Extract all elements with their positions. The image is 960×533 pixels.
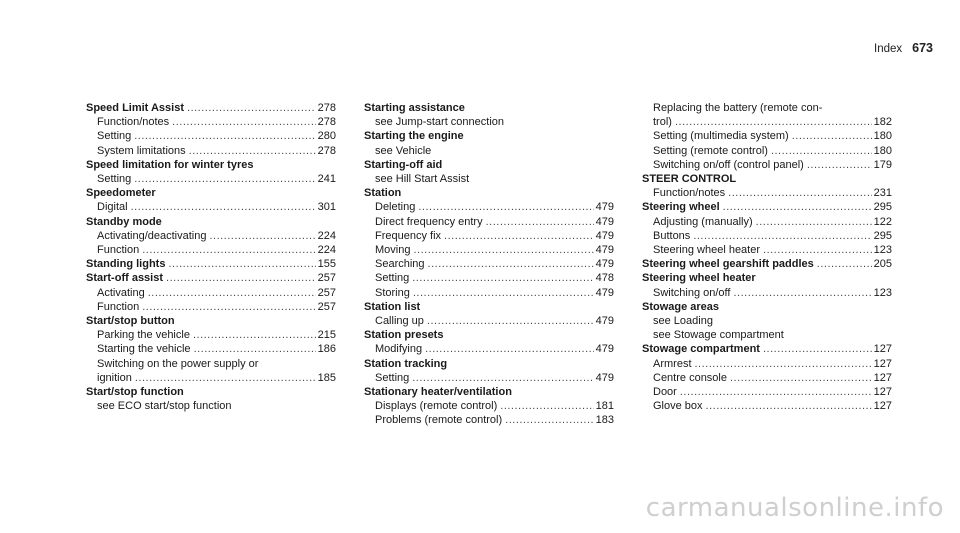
dot-leader [680, 385, 872, 399]
page-ref: 257 [317, 300, 336, 313]
index-heading-text: Start/stop button [86, 315, 175, 328]
index-heading [86, 158, 336, 172]
page-ref: 479 [595, 315, 614, 328]
page-ref: 479 [595, 244, 614, 257]
index-subentry-text: Starting the vehicle [97, 343, 191, 356]
dot-leader [807, 158, 872, 172]
dot-leader [500, 399, 593, 413]
index-heading-text: Steering wheel heater [642, 272, 756, 285]
page-ref: 127 [873, 357, 892, 370]
index-subentry-text: ignition [97, 371, 132, 384]
index-subentry [642, 101, 892, 115]
index-heading [642, 172, 892, 186]
page-ref: 183 [595, 414, 614, 427]
index-entry [364, 357, 614, 385]
index-heading [86, 257, 336, 271]
index-subentry-text: Setting (multimedia system) [653, 130, 789, 143]
dot-leader [189, 144, 316, 158]
index-subentry-text: see Jump-start connection [375, 116, 505, 129]
index-heading-text: Speedometer [86, 187, 156, 200]
index-heading [364, 186, 614, 200]
dot-leader [412, 371, 593, 385]
index-subentry [86, 229, 336, 243]
index-entry [86, 101, 336, 158]
index-subentry [86, 300, 336, 314]
index-column-1 [86, 101, 336, 413]
index-heading-text: Steering wheel [642, 201, 720, 214]
index-subentry [642, 385, 892, 399]
index-subentry [642, 129, 892, 143]
index-heading [642, 342, 892, 356]
index-column-3 [642, 101, 892, 413]
page-ref: 478 [595, 272, 614, 285]
index-subentry [364, 314, 614, 328]
index-subentry [364, 229, 614, 243]
index-subentry [642, 314, 892, 328]
index-subentry [364, 215, 614, 229]
dot-leader [168, 257, 315, 271]
page-number: 673 [912, 41, 933, 55]
index-subentry [364, 243, 614, 257]
index-heading-text: Starting assistance [364, 102, 465, 114]
page-ref: 241 [317, 173, 336, 186]
dot-leader [505, 413, 593, 427]
index-subentry-text: Activating/deactivating [97, 229, 207, 242]
dot-leader [413, 286, 594, 300]
index-subentry-text: Function [97, 300, 140, 313]
index-entry [642, 271, 892, 299]
dot-leader [142, 243, 315, 257]
dot-leader [425, 342, 594, 356]
dot-leader [723, 200, 872, 214]
page-ref: 224 [317, 229, 336, 242]
dot-leader [142, 300, 315, 314]
index-entry [364, 328, 614, 356]
index-subentry [642, 328, 892, 342]
index-entry [86, 385, 336, 413]
dot-leader [172, 115, 315, 129]
dot-leader [412, 271, 593, 285]
index-subentry [86, 371, 336, 385]
index-subentry [642, 399, 892, 413]
page-ref: 180 [873, 130, 892, 143]
index-heading-text: Start/stop function [86, 386, 184, 399]
index-subentry [86, 328, 336, 342]
index-entry [642, 200, 892, 257]
page-ref: 224 [317, 244, 336, 257]
index-subentry [364, 286, 614, 300]
dot-leader [413, 243, 593, 257]
page-ref: 257 [317, 272, 336, 285]
index-subentry-text: Setting [97, 130, 132, 143]
page-ref: 123 [873, 286, 892, 299]
page-ref: 479 [595, 215, 614, 228]
index-heading [86, 215, 336, 229]
index-heading-text: Station tracking [364, 357, 448, 370]
index-entry [642, 257, 892, 271]
dot-leader [134, 129, 315, 143]
index-heading [642, 271, 892, 285]
index-subentry [364, 271, 614, 285]
index-heading [642, 257, 892, 271]
dot-leader [187, 101, 316, 115]
page-ref: 231 [873, 187, 892, 200]
index-subentry [642, 357, 892, 371]
page-ref: 257 [317, 286, 336, 299]
dot-leader [728, 186, 871, 200]
page-ref: 479 [595, 343, 614, 356]
index-heading [642, 200, 892, 214]
index-heading-text: Standby mode [86, 215, 162, 228]
dot-leader [428, 257, 594, 271]
index-subentry [364, 172, 614, 186]
page-ref: 479 [595, 371, 614, 384]
index-subentry-text: Storing [375, 286, 410, 299]
index-subentry-text: Replacing the battery (remote con- [653, 102, 823, 114]
page-ref: 295 [873, 229, 892, 242]
index-subentry-text: Calling up [375, 315, 424, 328]
index-heading [86, 271, 336, 285]
page-ref: 479 [595, 286, 614, 299]
index-heading [642, 300, 892, 314]
watermark: carmanualsonline.info [645, 493, 944, 523]
index-heading-text: Starting-off aid [364, 158, 443, 171]
index-subentry [364, 399, 614, 413]
page-ref: 186 [317, 343, 336, 356]
index-subentry [86, 172, 336, 186]
index-subentry-text: Switching on the power supply or [97, 357, 259, 370]
page-ref: 185 [317, 371, 336, 384]
dot-leader [427, 314, 594, 328]
index-heading-text: Stationary heater/ventilation [364, 386, 512, 399]
index-subentry-text: Function/notes [653, 187, 726, 200]
index-entry [364, 158, 614, 186]
index-heading [364, 158, 614, 172]
index-subentry-text: Setting [97, 173, 132, 186]
index-subentry-text: Buttons [653, 229, 691, 242]
dot-leader [792, 129, 872, 143]
index-subentry [364, 371, 614, 385]
index-entry [642, 172, 892, 200]
index-subentry-text: see Stowage compartment [653, 329, 784, 342]
index-subentry [642, 115, 892, 129]
section-title: Index [874, 43, 903, 55]
index-heading [364, 300, 614, 314]
page-ref: 278 [317, 144, 336, 157]
index-entry [86, 215, 336, 258]
index-subentry-text: System limitations [97, 144, 186, 157]
dot-leader [148, 286, 316, 300]
index-heading-text: STEER CONTROL [642, 173, 737, 186]
index-subentry-text: Problems (remote control) [375, 414, 503, 427]
index-subentry-text: Door [653, 386, 677, 399]
index-subentry-text: Switching on/off (control panel) [653, 158, 804, 171]
index-entry [86, 186, 336, 214]
dot-leader [675, 115, 872, 129]
index-subentry-text: Armrest [653, 357, 692, 370]
index-heading-text: Station presets [364, 329, 444, 342]
index-subentry-text: see Vehicle [375, 144, 432, 157]
dot-leader [166, 271, 316, 285]
page-ref: 280 [317, 130, 336, 143]
index-subentry [364, 413, 614, 427]
index-heading-text: Starting the engine [364, 130, 464, 143]
dot-leader [193, 328, 316, 342]
page-header [874, 41, 933, 57]
index-subentry-text: Glove box [653, 400, 703, 413]
index-subentry-text: Searching [375, 258, 425, 271]
dot-leader [486, 215, 594, 229]
index-entry [86, 271, 336, 314]
index-subentry [86, 200, 336, 214]
index-subentry [642, 286, 892, 300]
page-ref: 205 [873, 258, 892, 271]
page-ref: 155 [317, 258, 336, 271]
dot-leader [134, 172, 315, 186]
index-subentry [642, 144, 892, 158]
index-heading-text: Steering wheel gearshift paddles [642, 258, 814, 271]
page-ref: 278 [317, 116, 336, 129]
index-subentry [642, 243, 892, 257]
index-subentry [86, 243, 336, 257]
index-heading [86, 101, 336, 115]
page-ref: 301 [317, 201, 336, 214]
dot-leader [756, 215, 872, 229]
index-heading [364, 129, 614, 143]
index-heading [86, 385, 336, 399]
index-subentry [364, 200, 614, 214]
index-subentry [642, 371, 892, 385]
index-column-2 [364, 101, 614, 428]
index-subentry-text: Activating [97, 286, 145, 299]
page-ref: 122 [873, 215, 892, 228]
index-subentry-text: Function/notes [97, 116, 170, 129]
index-subentry [86, 286, 336, 300]
index-heading-text: Stowage areas [642, 300, 720, 313]
index-heading [86, 314, 336, 328]
index-heading [86, 186, 336, 200]
index-subentry [642, 229, 892, 243]
dot-leader [733, 286, 871, 300]
index-subentry [642, 186, 892, 200]
index-subentry [642, 158, 892, 172]
page-ref: 181 [595, 400, 614, 413]
index-entry [364, 300, 614, 328]
dot-leader [763, 342, 872, 356]
index-subentry-text: see ECO start/stop function [97, 400, 232, 413]
index-subentry-text: Switching on/off [653, 286, 731, 299]
index-subentry [86, 399, 336, 413]
index-subentry [86, 342, 336, 356]
index-heading-text: Station list [364, 300, 421, 313]
index-entry [86, 257, 336, 271]
index-heading-text: Standing lights [86, 258, 166, 271]
dot-leader [444, 229, 594, 243]
index-subentry [86, 115, 336, 129]
page-ref: 215 [317, 329, 336, 342]
page-ref: 179 [873, 158, 892, 171]
index-subentry [642, 215, 892, 229]
page-ref: 182 [873, 116, 892, 129]
index-subentry [86, 357, 336, 371]
index-subentry-text: Direct frequency entry [375, 215, 483, 228]
index-heading-text: Start-off assist [86, 272, 164, 285]
index-subentry [86, 129, 336, 143]
index-subentry-text: Steering wheel heater [653, 244, 761, 257]
dot-leader [771, 144, 872, 158]
index-subentry-text: Setting [375, 272, 410, 285]
page-ref: 180 [873, 144, 892, 157]
index-entry [86, 314, 336, 385]
index-subentry [364, 144, 614, 158]
index-entry [364, 385, 614, 428]
page-ref: 127 [873, 343, 892, 356]
index-subentry-text: Frequency fix [375, 229, 442, 242]
page-ref: 127 [873, 371, 892, 384]
dot-leader [131, 200, 316, 214]
index-entry [364, 129, 614, 157]
index-heading [364, 328, 614, 342]
index-subentry-text: Parking the vehicle [97, 329, 190, 342]
page-ref: 123 [873, 244, 892, 257]
dot-leader [695, 357, 872, 371]
page-ref: 127 [873, 386, 892, 399]
index-entry [86, 158, 336, 186]
index-subentry-text: see Loading [653, 315, 713, 328]
dot-leader [693, 229, 871, 243]
dot-leader [209, 229, 315, 243]
index-subentry-text: Modifying [375, 343, 423, 356]
index-subentry [86, 144, 336, 158]
index-subentry-text: Deleting [375, 201, 416, 214]
index-subentry [364, 115, 614, 129]
dot-leader [194, 342, 316, 356]
index-subentry-text: Centre console [653, 371, 727, 384]
index-heading [364, 385, 614, 399]
dot-leader [418, 200, 593, 214]
index-entry [364, 186, 614, 300]
index-heading-text: Speed Limit Assist [86, 102, 185, 114]
index-subentry-text: Displays (remote control) [375, 400, 498, 413]
index-heading-text: Stowage compartment [642, 343, 760, 356]
index-subentry-text: see Hill Start Assist [375, 173, 470, 186]
page-ref: 479 [595, 258, 614, 271]
dot-leader [763, 243, 872, 257]
index-heading-text: Speed limitation for winter tyres [86, 158, 254, 171]
page-ref: 479 [595, 201, 614, 214]
index-entry [642, 300, 892, 343]
index-subentry-text: Digital [97, 201, 128, 214]
dot-leader [706, 399, 872, 413]
index-subentry-text: Function [97, 244, 140, 257]
page-ref: 127 [873, 400, 892, 413]
index-heading [364, 357, 614, 371]
page-ref: 278 [317, 102, 336, 114]
index-entry [364, 101, 614, 129]
index-entry [642, 342, 892, 413]
index-heading [364, 101, 614, 115]
index-heading-text: Station [364, 187, 402, 200]
index-subentry-text: Adjusting (manually) [653, 215, 753, 228]
index-subentry-text: trol) [653, 116, 672, 129]
index-subentry-text: Moving [375, 244, 411, 257]
page-ref: 295 [873, 201, 892, 214]
dot-leader [730, 371, 872, 385]
index-subentry-text: Setting (remote control) [653, 144, 768, 157]
index-subentry [364, 257, 614, 271]
dot-leader [817, 257, 872, 271]
index-entry [642, 101, 892, 172]
page-ref: 479 [595, 229, 614, 242]
dot-leader [135, 371, 316, 385]
index-subentry [364, 342, 614, 356]
index-subentry-text: Setting [375, 371, 410, 384]
